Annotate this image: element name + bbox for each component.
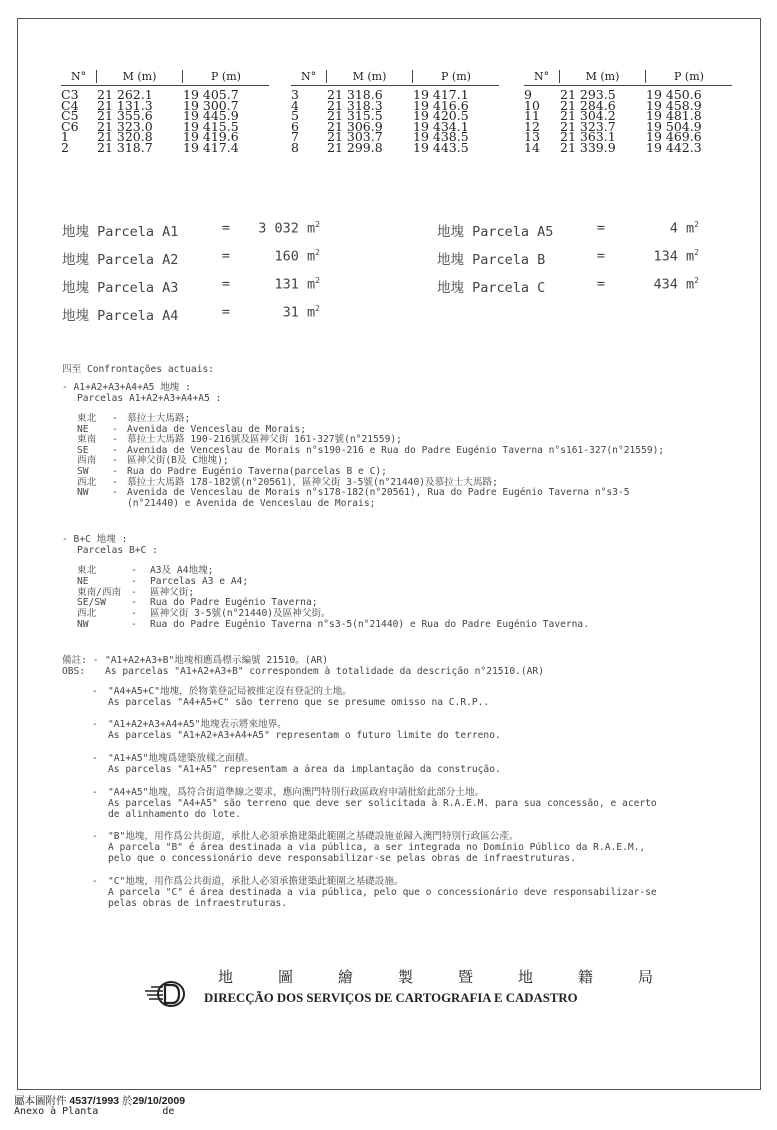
area-number: 3 032 xyxy=(258,220,299,237)
dash: - xyxy=(112,476,118,488)
annex-date: 29/10/2009 xyxy=(132,1095,186,1107)
parcel-area-value xyxy=(232,304,320,321)
table-cell: 19 504.9 xyxy=(646,118,702,134)
boundary-text: 慕拉士大馬路 190-216號及區神父街 161-327號(n°21559); xyxy=(127,434,402,446)
boundary-text: 區神父街 3-5號(n°21440)及區神父街。 xyxy=(150,608,331,620)
column-header: P (m) xyxy=(211,70,241,83)
column-header: N° xyxy=(61,70,97,83)
area-unit: m xyxy=(677,248,695,265)
area-exponent: 2 xyxy=(694,248,699,257)
table-cell: C3 xyxy=(61,87,79,102)
direction-label: NE xyxy=(77,423,89,435)
table-header xyxy=(61,70,269,86)
note-pt: pelo que o concessionário deve responsabilizar-se pelas obras de infraestruturas. xyxy=(108,852,576,864)
area-number: 160 xyxy=(274,248,299,265)
parcel-area-value xyxy=(232,248,320,265)
table-cell: 19 442.3 xyxy=(646,139,702,155)
group-a-heading-zh: - A1+A2+A3+A4+A5 地塊 : xyxy=(62,382,191,393)
boundary-text: Parcelas A3 e A4; xyxy=(150,575,249,587)
dash: - xyxy=(112,466,118,477)
table-cell: 19 445.9 xyxy=(183,108,239,124)
dash: - xyxy=(112,434,118,446)
direction-label: 東南 xyxy=(77,434,97,446)
area-exponent: 2 xyxy=(694,220,699,229)
parcel-area-value xyxy=(232,220,320,237)
table-header xyxy=(291,70,499,86)
direction-label: 東南/西南 xyxy=(77,586,122,598)
confrontations-title: 四至 Confrontações actuais: xyxy=(62,364,215,375)
parcel-area-row xyxy=(62,304,320,324)
table-cell: 19 481.8 xyxy=(646,108,702,124)
parcel-area-row xyxy=(62,220,320,240)
area-exponent: 2 xyxy=(315,248,320,257)
table-cell: 21 284.6 xyxy=(560,97,616,113)
table-cell: 21 293.5 xyxy=(560,87,616,102)
area-unit: m xyxy=(677,276,695,293)
table-cell: 19 458.9 xyxy=(646,97,702,113)
table-cell: 21 318.7 xyxy=(97,139,153,155)
equals-sign: = xyxy=(221,220,230,236)
note-bullet: - xyxy=(92,787,98,798)
table-cell: 1 xyxy=(61,129,69,145)
direction-label: SW xyxy=(77,466,89,477)
parcel-zh-label: 地塊 xyxy=(437,224,464,240)
direction-label: SE/SW xyxy=(77,597,106,609)
boundary-text: 區神父街(B及 C地塊); xyxy=(127,455,229,467)
dash: - xyxy=(131,608,137,620)
note-zh: "A1+A5"地塊爲建築放樣之面積。 xyxy=(108,753,254,764)
table-cell: 9 xyxy=(524,87,532,102)
column-header: M (m) xyxy=(97,70,183,83)
table-cell: 19 300.7 xyxy=(183,97,239,113)
note-bullet: - xyxy=(92,831,98,842)
area-number: 4 xyxy=(669,220,678,237)
area-number: 31 xyxy=(282,304,299,321)
group-b-heading-zh: - B+C 地塊 : xyxy=(62,534,128,545)
table-cell: 6 xyxy=(291,118,299,134)
annex-line-2 xyxy=(14,1106,174,1117)
boundary-text: A3及 A4地塊; xyxy=(150,565,214,576)
area-unit: m xyxy=(677,220,695,237)
note-bullet: - xyxy=(92,876,98,887)
note-pt: As parcelas "A4+A5" são terreno que deve ser solicitada à R.A.E.M. para sua concessão, e acerto xyxy=(108,798,657,809)
table-cell: 19 417.1 xyxy=(413,87,469,102)
table-row xyxy=(291,139,499,155)
note-zh: "A4+A5+C"地塊，於物業登記局被推定沒有登記的土地。 xyxy=(108,686,352,697)
note-zh: "A1+A2+A3+A4+A5"地塊表示將來地界。 xyxy=(108,719,287,730)
notes-label-zh: 備註: - xyxy=(62,655,99,666)
org-name-chinese: 地圖繪製暨地籍局 xyxy=(218,968,699,986)
parcel-area-row xyxy=(62,248,320,268)
equals-sign: = xyxy=(596,248,605,264)
note-bullet: - xyxy=(92,686,98,697)
parcel-zh-label: 地塊 xyxy=(62,280,89,296)
cartography-logo xyxy=(143,978,189,1010)
parcel-label: Parcela B xyxy=(464,252,546,268)
table-cell: 19 434.1 xyxy=(413,118,469,134)
note-pt: As parcelas "A1+A2+A3+A4+A5" representam o futuro limite do terreno. xyxy=(108,730,501,741)
column-header: M (m) xyxy=(327,70,413,83)
area-exponent: 2 xyxy=(694,276,699,285)
dash: - xyxy=(112,487,118,499)
table-cell: 19 443.5 xyxy=(413,139,469,155)
notes-label-pt: OBS: xyxy=(62,666,86,677)
boundary-text: 區神父街; xyxy=(150,586,195,598)
parcel-zh-label: 地塊 xyxy=(437,280,464,296)
boundary-text: 慕拉士大馬路 178-182號(n°20561)，區神父街 3-5號(n°21440)及慕拉士大馬路; xyxy=(127,476,498,488)
annex-label-zh: 屬本圖附件 xyxy=(14,1095,67,1107)
parcel-zh-label: 地塊 xyxy=(62,308,89,324)
area-unit: m xyxy=(298,276,316,293)
table-cell: 19 420.5 xyxy=(413,108,469,124)
boundary-text: Rua do Padre Eugénio Taverna(parcelas B e C); xyxy=(127,466,387,477)
coordinate-table-3 xyxy=(524,70,732,154)
dash: - xyxy=(112,444,118,456)
table-header xyxy=(524,70,732,86)
area-exponent: 2 xyxy=(315,220,320,229)
table-cell: 21 363.1 xyxy=(560,129,616,145)
direction-label: NW xyxy=(77,619,89,630)
column-header: M (m) xyxy=(560,70,646,83)
annex-label-pt: Anexo à Planta xyxy=(14,1106,99,1117)
parcel-area-value xyxy=(232,276,320,293)
dash: - xyxy=(112,423,118,435)
table-cell: 21 318.3 xyxy=(327,97,383,113)
parcel-zh-label: 地塊 xyxy=(62,252,89,268)
table-cell: 13 xyxy=(524,129,540,145)
table-cell: 19 438.5 xyxy=(413,129,469,145)
table-cell: 21 320.8 xyxy=(97,129,153,145)
boundary-text: Avenida de Venceslau de Morais n°s178-182(n°20561), Rua do Padre Eugénio Taverna n°s3-5 xyxy=(127,487,630,499)
area-unit: m xyxy=(298,304,316,321)
parcel-area-value xyxy=(607,276,699,293)
table-cell: 19 416.6 xyxy=(413,97,469,113)
direction-label: SE xyxy=(77,444,89,456)
table-cell: 21 315.5 xyxy=(327,108,383,124)
dash: - xyxy=(131,565,137,576)
column-header: P (m) xyxy=(674,70,704,83)
table-cell: 21 303.7 xyxy=(327,129,383,145)
area-unit: m xyxy=(298,220,316,237)
table-cell: 14 xyxy=(524,139,540,155)
parcel-area-row xyxy=(437,276,699,296)
table-cell: 21 304.2 xyxy=(560,108,616,124)
boundary-text: Avenida de Venceslau de Morais; xyxy=(127,423,307,435)
table-cell: C5 xyxy=(61,108,79,124)
note-zh: "C"地塊，用作爲公共街道，承批人必須承擔建築此範圍之基礎設施。 xyxy=(108,876,404,887)
parcel-label: Parcela C xyxy=(464,280,546,296)
table-cell: 21 323.7 xyxy=(560,118,616,134)
equals-sign: = xyxy=(221,304,230,320)
parcel-label: Parcela A4 xyxy=(89,308,179,324)
table-cell: 21 339.9 xyxy=(560,139,616,155)
parcel-label: Parcela A5 xyxy=(464,224,554,240)
note-bullet: - xyxy=(92,753,98,764)
group-b-heading-pt: Parcelas B+C : xyxy=(77,545,158,556)
annex-on: 於 xyxy=(121,1095,133,1107)
column-header: N° xyxy=(291,70,327,83)
direction-label: NW xyxy=(77,487,89,499)
area-number: 134 xyxy=(653,248,678,265)
parcel-area-value xyxy=(607,220,699,237)
note-pt: As parcelas "A1+A5" representam a área da implantação da construção. xyxy=(108,764,501,775)
coordinate-table-2 xyxy=(291,70,499,154)
equals-sign: = xyxy=(596,276,605,292)
boundary-text: Rua do Padre Eugénio Taverna n°s3-5(n°21440) e Rua do Padre Eugénio Taverna. xyxy=(150,619,589,630)
table-cell: 19 419.6 xyxy=(183,129,239,145)
direction-label: 東北 xyxy=(77,565,97,576)
table-cell: 19 450.6 xyxy=(646,87,702,102)
column-header: P (m) xyxy=(441,70,471,83)
note-pt: de alinhamento do lote. xyxy=(108,808,241,820)
equals-sign: = xyxy=(596,220,605,236)
table-cell: 12 xyxy=(524,118,540,134)
parcel-zh-label: 地塊 xyxy=(437,252,464,268)
area-unit: m xyxy=(298,248,316,265)
parcel-label: Parcela A3 xyxy=(89,280,179,296)
table-cell: 8 xyxy=(291,139,299,155)
table-cell: 21 323.0 xyxy=(97,118,153,134)
note-zh: "A1+A2+A3+B"地塊相應爲標示編號 21510。(AR) xyxy=(105,655,329,666)
boundary-text-continued: (n°21440) e Avenida de Venceslau de Morais; xyxy=(127,497,376,509)
parcel-label: Parcela A1 xyxy=(89,224,179,240)
table-cell: C6 xyxy=(61,118,79,134)
note-pt: A parcela "C" é área destinada a via pública, pelo que o concessionário deve responsabilizar-se xyxy=(108,887,657,898)
direction-label: 西北 xyxy=(77,476,97,488)
table-cell: 4 xyxy=(291,97,299,113)
table-cell: 21 355.6 xyxy=(97,108,153,124)
dash: - xyxy=(131,586,137,598)
table-cell: 19 415.5 xyxy=(183,118,239,134)
boundary-text: 慕拉士大馬路; xyxy=(127,413,191,424)
note-pt: As parcelas "A4+A5+C" são terreno que se presume omisso na C.R.P.. xyxy=(108,697,490,708)
annex-number: 4537/1993 xyxy=(69,1095,120,1107)
equals-sign: = xyxy=(221,276,230,292)
table-cell: 21 318.6 xyxy=(327,87,383,102)
table-cell: 21 262.1 xyxy=(97,87,153,102)
note-bullet: - xyxy=(92,719,98,730)
annex-de: de xyxy=(162,1106,175,1117)
org-name-portuguese: DIRECÇÃO DOS SERVIÇOS DE CARTOGRAFIA E CADASTRO xyxy=(204,991,578,1005)
parcel-area-value xyxy=(607,248,699,265)
parcel-area-row xyxy=(437,220,699,240)
direction-label: 西北 xyxy=(77,608,97,620)
coordinate-table-1 xyxy=(61,70,269,154)
table-cell: 19 417.4 xyxy=(183,139,239,155)
dash: - xyxy=(112,413,118,424)
equals-sign: = xyxy=(221,248,230,264)
boundary-text: Avenida de Venceslau de Morais n°s190-216 e Rua do Padre Eugénio Taverna n°s161-327(n°21559); xyxy=(127,444,665,456)
table-cell: 5 xyxy=(291,108,299,124)
dash: - xyxy=(131,619,137,630)
area-exponent: 2 xyxy=(315,304,320,313)
parcel-area-row xyxy=(437,248,699,268)
direction-label: NE xyxy=(77,575,89,587)
dash: - xyxy=(131,575,137,587)
table-cell: 7 xyxy=(291,129,299,145)
table-cell: 19 469.6 xyxy=(646,129,702,145)
table-cell: 11 xyxy=(524,108,540,124)
direction-label: 東北 xyxy=(77,413,97,424)
note-pt: pelas obras de infraestruturas. xyxy=(108,897,288,909)
note-zh: "B"地塊，用作爲公共街道，承批人必須承擔建築此範圍之基礎設施並歸入澳門特別行政區公產。 xyxy=(108,831,519,842)
table-cell: 21 299.8 xyxy=(327,139,383,155)
parcel-area-row xyxy=(62,276,320,296)
parcel-label: Parcela A2 xyxy=(89,252,179,268)
area-exponent: 2 xyxy=(315,276,320,285)
note-zh: "A4+A5"地塊，爲符合街道準線之要求，應向澳門特別行政區政府申請批給此部分土地。 xyxy=(108,787,485,798)
group-a-heading-pt: Parcelas A1+A2+A3+A4+A5 : xyxy=(77,393,222,404)
dash: - xyxy=(131,597,137,609)
table-cell: 21 131.3 xyxy=(97,97,153,113)
table-cell: 10 xyxy=(524,97,540,113)
table-cell: 19 405.7 xyxy=(183,87,239,102)
table-cell: C4 xyxy=(61,97,79,113)
table-cell: 2 xyxy=(61,139,69,155)
boundary-text: Rua do Padre Eugénio Taverna; xyxy=(150,597,318,609)
note-pt: As parcelas "A1+A2+A3+B" correspondem à totalidade da descrição n°21510.(AR) xyxy=(105,666,544,677)
column-header: N° xyxy=(524,70,560,83)
table-row xyxy=(61,139,269,155)
table-cell: 3 xyxy=(291,87,299,102)
note-pt: A parcela "B" é área destinada a via pública, a ser integrada no Domínio Público da R.A.E.M., xyxy=(108,842,646,853)
parcel-zh-label: 地塊 xyxy=(62,224,89,240)
table-row xyxy=(524,139,732,155)
dash: - xyxy=(112,455,118,467)
table-cell: 21 306.9 xyxy=(327,118,383,134)
area-number: 131 xyxy=(274,276,299,293)
area-number: 434 xyxy=(653,276,678,293)
direction-label: 西南 xyxy=(77,455,97,467)
